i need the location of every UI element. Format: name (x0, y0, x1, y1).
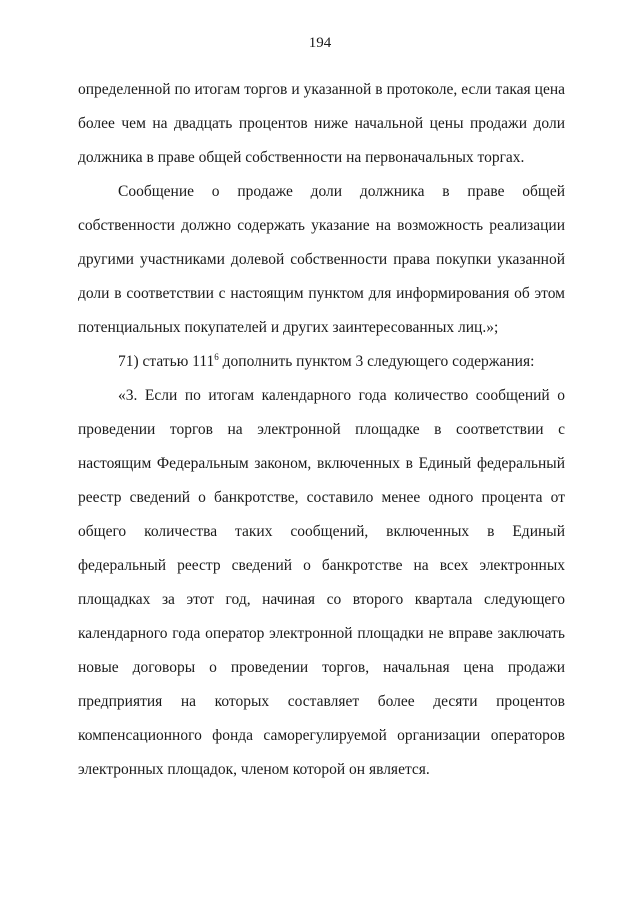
amendment-prefix: 71) статью 111 (118, 353, 215, 370)
paragraph-clause-3: «3. Если по итогам календарного года количество сообщений о проведении торгов на электронной площадке в соответствии с настоящим Федеральным законом, включенных в Единый федеральный реестр сведений о банкротстве, составило менее одного процента от общего количества таких сообщений, включенных в Единый федеральный реестр сведений о банкротстве на всех электронных площадках за этот год, начиная со второго квартала следующего календарного года оператор электронной площадки не вправе заключать новые договоры о проведении торгов, начальная цена продажи предприятия на которых составляет более десяти процентов компенсационного фонда саморегулируемой организации операторов электронных площадок, членом которой он является. (78, 387, 565, 778)
paragraph-share-sale-notice: Сообщение о продаже доли должника в праве общей собственности должно содержать указание на возможность реализации другими участниками долевой собственности права покупки указанной доли в соответствии с настоящим пунктом для информирования об этом потенциальных покупателей и других заинтересованных лиц.»; (78, 183, 565, 336)
page-number: 194 (308, 35, 332, 51)
article-superscript: 6 (214, 352, 219, 362)
document-body (78, 73, 565, 787)
amendment-suffix: дополнить пунктом 3 следующего содержания: (218, 353, 535, 370)
paragraph-continuation: определенной по итогам торгов и указанной в протоколе, если такая цена более чем на двадцать процентов ниже начальной цены продажи доли должника в праве общей собственности на первоначальных торгах. (78, 81, 565, 166)
paragraph-amendment-71 (78, 345, 565, 379)
